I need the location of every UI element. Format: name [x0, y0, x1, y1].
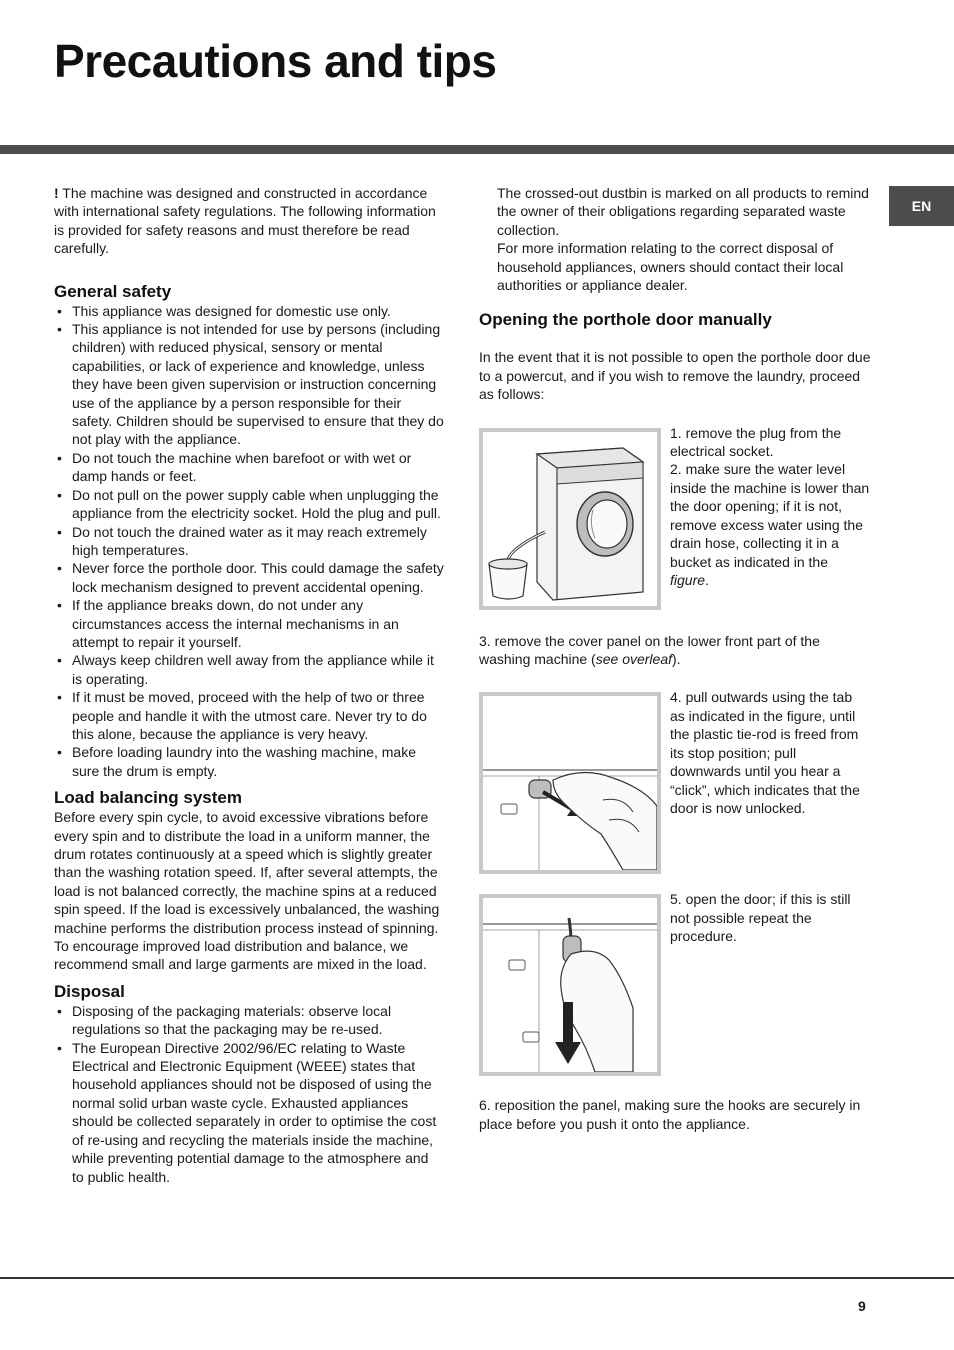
general-safety-heading: General safety: [54, 281, 172, 301]
step-2-end: .: [705, 571, 709, 588]
step-4-block: [479, 689, 871, 874]
list-item: • This appliance is not intended for use by persons (including children) with reduced physical, sensory or mental capabilities, or lack of experience and knowledge, unless they have been given supervision or instruction concerning use of the appliance by a person responsible for their safety. Children should be supervised to ensure that they do not play with the appliance.: [54, 320, 444, 449]
right-column: [479, 184, 871, 1133]
list-item: • Do not touch the drained water as it may reach extremely high temperatures.: [54, 523, 444, 560]
step-2-emphasis: figure: [670, 571, 706, 588]
step-4: 4. pull outwards using the tab as indicated in the figure, until the plastic tie-rod is freed from its stop position; pull downwards until you hear a “click”, which indicates that the door is now unlocked.: [670, 689, 860, 816]
step-4-text-block: [661, 688, 870, 874]
footer-rule: [0, 1277, 954, 1279]
page-number: 9: [858, 1298, 866, 1314]
left-column: [54, 184, 444, 1186]
step-3-emphasis: see overleaf: [595, 651, 673, 668]
header-rule: [0, 145, 954, 154]
list-item: • Do not pull on the power supply cable when unplugging the appliance from the electricity socket. Hold the plug and pull.: [54, 486, 444, 523]
tab-pull-out-figure: [479, 692, 661, 874]
porthole-heading: Opening the porthole door manually: [479, 310, 772, 330]
tab-pull-down-figure: [479, 894, 661, 1076]
tab-pull-out-icon: [483, 696, 657, 870]
list-item: • The European Directive 2002/96/EC relating to Waste Electrical and Electronic Equipment (WEEE) states that household appliances should not be disposed of using the normal solid urban waste cycle. Exhausted appliances should be collected separately in order to optimise the cost of re-using and recycling the materials inside the machine, while preventing potential damage to the atmosphere and to public health.: [54, 1039, 444, 1186]
washing-machine-drain-icon: [483, 432, 657, 606]
step-1: 1. remove the plug from the electrical socket.: [670, 424, 842, 460]
disposal-continued-2: For more information relating to the correct disposal of household appliances, owners should contact their local authorities or appliance dealer.: [497, 240, 844, 294]
tab-pull-down-icon: [483, 898, 657, 1072]
list-item: • This appliance was designed for domestic use only.: [54, 302, 444, 320]
step-5: 5. open the door; if this is still not possible repeat the procedure.: [670, 891, 851, 945]
step-2-text: 2. make sure the water level inside the machine is lower than the door opening; if it is not, remove excess water using the drain hose, collecting it in a bucket as indicated in the: [670, 461, 870, 570]
load-balancing-text: Before every spin cycle, to avoid excessive vibrations before every spin and to distribute the load in a uniform manner, the drum rotates continuously at a speed which is slightly greater than the washing rotation speed. If, after several attempts, the load is not balanced correctly, the machine spins at a reduced spin speed. If the load is excessively unbalanced, the washing machine performs the distribution process instead of spinning. To encourage improved load distribution and balance, we recommend small and large garments are mixed in the load.: [54, 809, 440, 973]
step-6: 6. reposition the panel, making sure the hooks are securely in place before you push it onto the appliance.: [479, 1097, 861, 1132]
disposal-continued-1: The crossed-out dustbin is marked on all products to remind the owner of their obligations regarding separated waste collection.: [497, 185, 869, 238]
warning-mark: !: [54, 185, 59, 201]
load-balancing-heading: Load balancing system: [54, 788, 242, 808]
intro-paragraph: [54, 184, 444, 258]
porthole-intro: In the event that it is not possible to open the porthole door due to a powercut, and if you wish to remove the laundry, proceed as follows:: [479, 349, 871, 403]
disposal-heading: Disposal: [54, 981, 125, 1001]
page-title: Precautions and tips: [54, 35, 497, 87]
step-2: [670, 460, 870, 589]
washing-machine-drain-figure: [479, 428, 661, 610]
general-safety-list: [54, 302, 444, 781]
step-5-text-block: [661, 890, 870, 1076]
disposal-list: [54, 1002, 444, 1186]
list-item: • If it must be moved, proceed with the help of two or three people and handle it with the utmost care. Never try to do this alone, because the appliance is very heavy.: [54, 688, 444, 743]
step-5-block: [479, 891, 871, 1076]
step-3-text: 3. remove the cover panel on the lower front part of the washing machine (: [479, 632, 820, 668]
step-3-end: ).: [672, 651, 681, 668]
list-item: • Before loading laundry into the washing machine, make sure the drum is empty.: [54, 743, 444, 780]
step-3: [479, 632, 871, 669]
list-item: • If the appliance breaks down, do not under any circumstances access the internal mechanisms in an attempt to repair it yourself.: [54, 596, 444, 651]
intro-text: The machine was designed and constructed in accordance with international safety regulations. The following information is provided for safety reasons and must therefore be read carefully.: [54, 185, 436, 257]
step-1-2-text: [661, 424, 870, 610]
list-item: • Disposing of the packaging materials: observe local regulations so that the packaging may be re-used.: [54, 1002, 444, 1039]
list-item: • Always keep children well away from the appliance while it is operating.: [54, 651, 444, 688]
language-tab: EN: [889, 186, 954, 226]
list-item: • Do not touch the machine when barefoot or with wet or damp hands or feet.: [54, 449, 444, 486]
list-item: • Never force the porthole door. This could damage the safety lock mechanism designed to prevent accidental opening.: [54, 559, 444, 596]
step-1-2-block: [479, 424, 871, 610]
